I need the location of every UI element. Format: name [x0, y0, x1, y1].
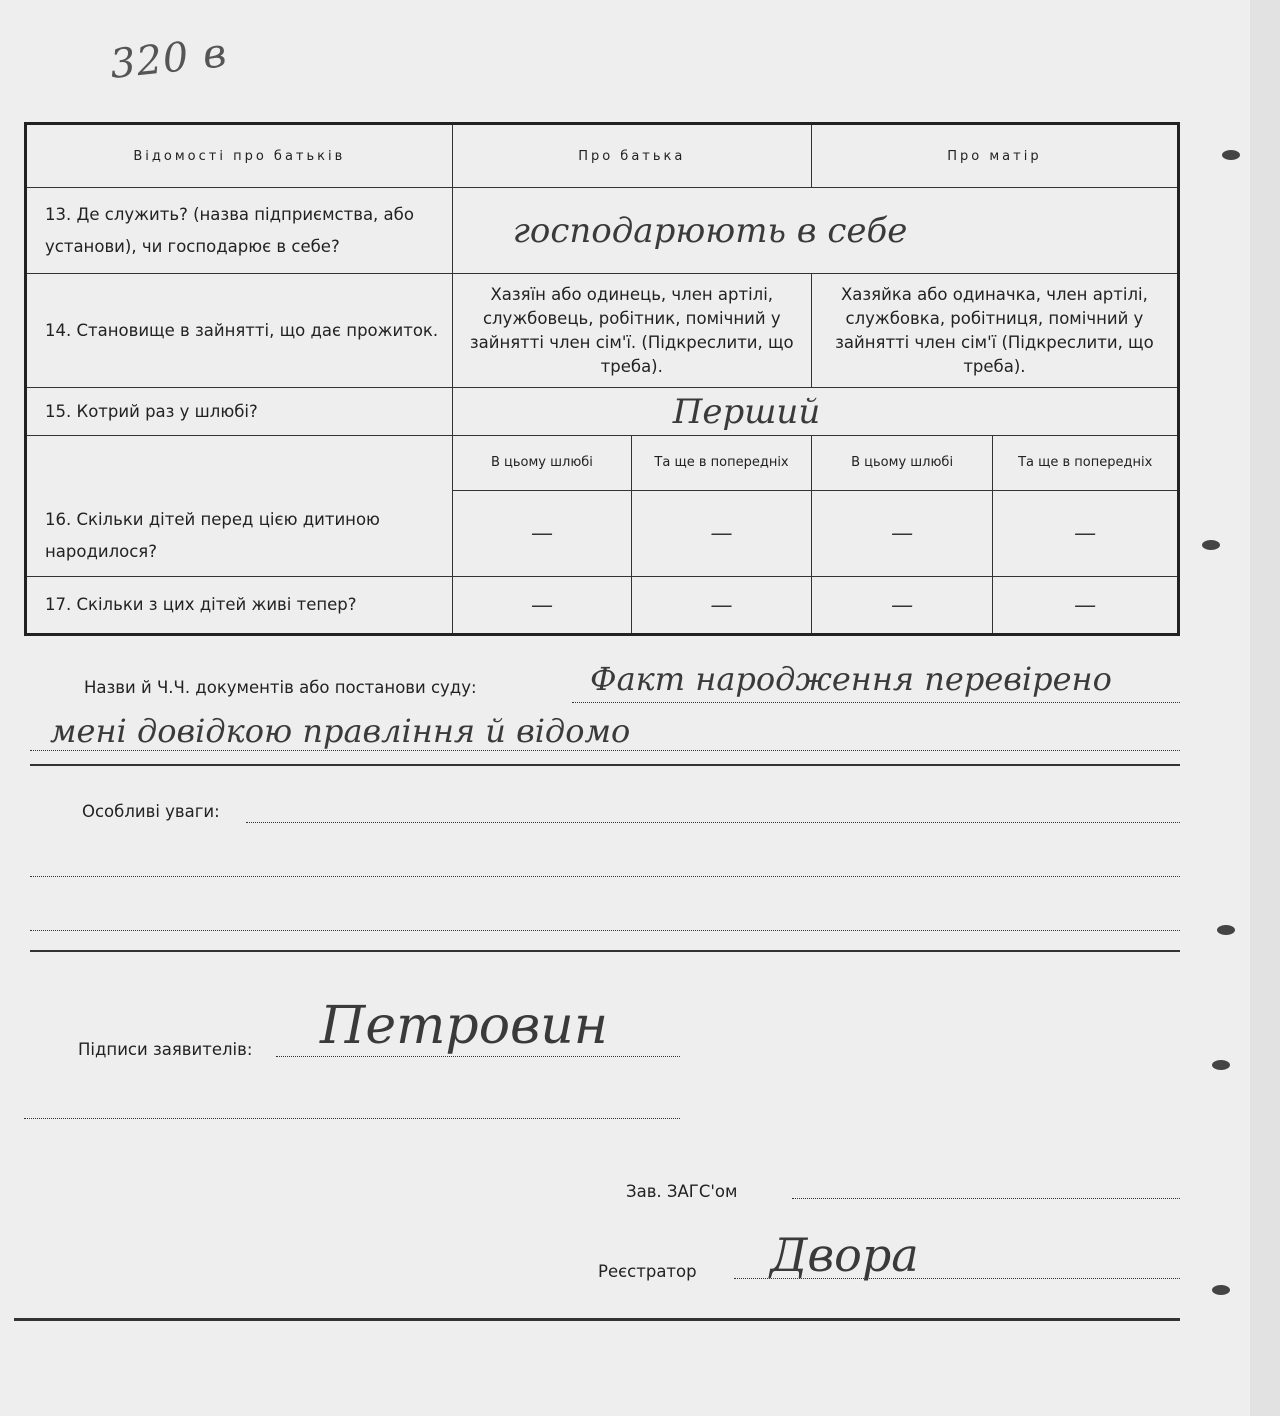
zags-head-label: Зав. ЗАГС'ом: [626, 1182, 738, 1201]
zags-sign-line: [792, 1198, 1180, 1199]
registrar-label: Реєстратор: [598, 1262, 697, 1281]
punch-hole: [1212, 1060, 1230, 1070]
question-13: 13. Де служить? (назва підприємства, або установи), чи господарює в себе?: [26, 188, 453, 274]
registrar-signature: Двоpa: [770, 1228, 919, 1282]
subheader-mother-prev: Та ще в попередніх: [993, 436, 1179, 491]
documents-fill-line: [572, 702, 1180, 703]
row-14: [26, 274, 1179, 388]
header-mother: Про матір: [811, 124, 1178, 188]
answer-13: господарюють в себе: [512, 210, 908, 251]
punch-hole: [1202, 540, 1220, 550]
father-occupation-options: Хазяїн або одинець, член артілі, службовець, робітник, помічний у зайнятті член сім'ї. (Підкреслити, що треба).: [452, 274, 811, 388]
row17-father-prev: —: [632, 577, 812, 635]
header-parents-info: Відомості про батьків: [26, 124, 453, 188]
punch-hole: [1212, 1285, 1230, 1295]
table-header-row: [26, 124, 1179, 188]
subheader-father-this: В цьому шлюбі: [452, 436, 632, 491]
row-15: [26, 388, 1179, 436]
row16-mother-this: —: [811, 491, 993, 577]
row16-father-prev: —: [632, 491, 812, 577]
documents-line1: Факт народження перевірено: [590, 660, 1112, 698]
applicant-signature: Петровин: [320, 996, 609, 1056]
answer-13-cell: [452, 188, 1178, 274]
row16-mother-prev: —: [993, 491, 1179, 577]
row-children-subheaders: [26, 436, 1179, 491]
subheader-father-prev: Та ще в попередніх: [632, 436, 812, 491]
divider: [30, 950, 1180, 952]
row17-father-this: —: [452, 577, 632, 635]
row-13: [26, 188, 1179, 274]
registrar-sign-line: [734, 1278, 1180, 1279]
question-14: 14. Становище в зайнятті, що дає прожиток.: [26, 274, 453, 388]
notes-label: Особливі уваги:: [82, 802, 220, 821]
punch-hole: [1217, 925, 1235, 935]
applicants-sign-line: [276, 1056, 680, 1057]
applicants-sign-line-2: [24, 1118, 680, 1119]
row-17: [26, 577, 1179, 635]
answer-15-cell: [452, 388, 1178, 436]
bottom-divider: [14, 1318, 1180, 1321]
question-17: 17. Скільки з цих дітей живі тепер?: [26, 577, 453, 635]
mother-occupation-options: Хазяйка або одиначка, член артілі, службовка, робітниця, помічний у зайнятті член сім'ї (Підкреслити, що треба).: [811, 274, 1178, 388]
divider: [30, 764, 1180, 766]
documents-fill-line-2: [30, 750, 1180, 751]
notes-line-1: [246, 822, 1180, 823]
subheader-mother-this: В цьому шлюбі: [811, 436, 993, 491]
notes-line-3: [30, 930, 1180, 931]
documents-line2: мені довідкою правління й відомо: [50, 712, 631, 750]
parents-info-table: [24, 122, 1180, 636]
scan-edge: [1250, 0, 1280, 1416]
punch-hole: [1222, 150, 1240, 160]
notes-line-2: [30, 876, 1180, 877]
row17-mother-prev: —: [993, 577, 1179, 635]
question-15: 15. Котрий раз у шлюбі?: [26, 388, 453, 436]
answer-15: Перший: [672, 391, 821, 432]
applicants-label: Підписи заявителів:: [78, 1040, 253, 1059]
archive-number: 320 в: [107, 29, 230, 89]
row17-mother-this: —: [811, 577, 993, 635]
header-father: Про батька: [452, 124, 811, 188]
documents-label: Назви й Ч.Ч. документів або постанови суду:: [84, 678, 477, 697]
question-16: 16. Скільки дітей перед цією дитиною народилося?: [26, 436, 453, 577]
row16-father-this: —: [452, 491, 632, 577]
